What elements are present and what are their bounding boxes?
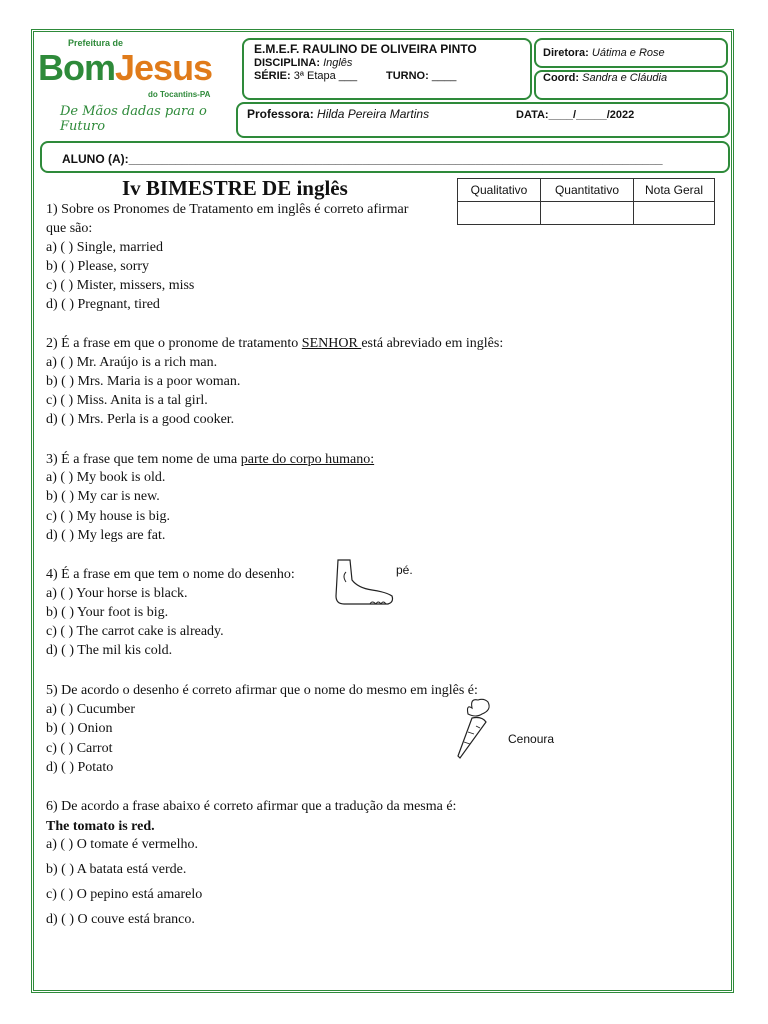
q6-option-d[interactable]: d) ( ) O couve está branco. — [46, 912, 195, 927]
turno-value: ____ — [431, 70, 457, 82]
grade-header-nota-geral: Nota Geral — [634, 179, 715, 202]
grade-header-quantitativo: Quantitativo — [541, 179, 634, 202]
q4-text: 4) É a frase em que tem o nome do desenho: — [46, 567, 295, 582]
q3-text-pre: 3) É a frase que tem nome de uma — [46, 452, 241, 467]
foot-drawing — [332, 558, 396, 608]
q6-option-c[interactable]: c) ( ) O pepino está amarelo — [46, 887, 203, 902]
q1-option-b[interactable]: b) ( ) Please, sorry — [46, 259, 150, 274]
carrot-label: Cenoura — [508, 732, 555, 746]
professora-line — [247, 108, 429, 121]
q2-text — [46, 334, 503, 353]
coord-label: Coord: — [543, 72, 580, 84]
q4-option-a[interactable]: a) ( ) Your horse is black. — [46, 586, 188, 601]
diretora-line — [543, 47, 665, 60]
professora-value: Hilda Pereira Martins — [317, 107, 430, 121]
q5-option-c[interactable]: c) ( ) Carrot — [46, 741, 113, 756]
q2-text-pre: 2) É a frase em que o pronome de tratamento — [46, 336, 302, 351]
q2-option-c[interactable]: c) ( ) Miss. Anita is a tal girl. — [46, 393, 208, 408]
serie-line — [254, 70, 357, 83]
coord-value: Sandra e Cláudia — [582, 72, 668, 84]
turno-line — [386, 70, 456, 83]
q1-option-c[interactable]: c) ( ) Mister, missers, miss — [46, 278, 195, 293]
logo-sub: do Tocantins-PA — [148, 90, 211, 99]
disciplina-label: DISCIPLINA: — [254, 57, 320, 69]
logo-name-a: Bom — [38, 47, 115, 88]
q5-option-b[interactable]: b) ( ) Onion — [46, 721, 113, 736]
diretora-label: Diretora: — [543, 47, 589, 59]
logo-name — [38, 48, 212, 88]
logo-name-b: Jesus — [115, 47, 213, 88]
disciplina-value: Inglês — [323, 57, 353, 69]
q2-text-underlined: SENHOR — [301, 336, 362, 351]
logo-slogan: De Mãos dadas para o Futuro — [60, 104, 207, 134]
grade-table — [457, 178, 715, 225]
q3-text-underlined: parte do corpo humano: — [240, 452, 375, 467]
q2-option-a[interactable]: a) ( ) Mr. Araújo is a rich man. — [46, 355, 218, 370]
q5-text: 5) De acordo o desenho é correto afirmar que o nome do mesmo em inglês é: — [46, 683, 478, 698]
logo — [38, 38, 236, 134]
q2-option-b[interactable]: b) ( ) Mrs. Maria is a poor woman. — [46, 374, 241, 389]
grade-cell-nota-geral[interactable] — [634, 202, 715, 225]
coord-line — [543, 72, 667, 85]
data-field: DATA:____/_____/2022 — [516, 109, 635, 121]
q3-option-a[interactable]: a) ( ) My book is old. — [46, 470, 166, 485]
q1-option-a[interactable]: a) ( ) Single, married — [46, 240, 164, 255]
q1-option-d[interactable]: d) ( ) Pregnant, tired — [46, 297, 160, 312]
q2-text-post: está abreviado em inglês: — [361, 336, 504, 351]
disciplina-line — [254, 57, 352, 70]
q2-option-d[interactable]: d) ( ) Mrs. Perla is a good cooker. — [46, 412, 235, 427]
grade-table-value-row — [458, 202, 715, 225]
q6-option-a[interactable]: a) ( ) O tomate é vermelho. — [46, 837, 198, 852]
logo-prefeitura: Prefeitura de — [68, 38, 124, 48]
q3-option-b[interactable]: b) ( ) My car is new. — [46, 489, 160, 504]
q6-option-b[interactable]: b) ( ) A batata está verde. — [46, 862, 187, 877]
carrot-drawing — [452, 696, 502, 762]
q4-option-b[interactable]: b) ( ) Your foot is big. — [46, 605, 169, 620]
serie-label: SÉRIE: — [254, 70, 291, 82]
aluno-field: ALUNO (A):________________________________________________________________________________ — [62, 152, 663, 166]
foot-label: pé. — [396, 563, 413, 577]
professora-label: Professora: — [247, 107, 314, 121]
grade-cell-quantitativo[interactable] — [541, 202, 634, 225]
school-name: E.M.E.F. RAULINO DE OLIVEIRA PINTO — [254, 42, 477, 56]
q1-text-line2: que são: — [46, 221, 93, 236]
q4-option-c[interactable]: c) ( ) The carrot cake is already. — [46, 624, 224, 639]
q3-option-c[interactable]: c) ( ) My house is big. — [46, 509, 171, 524]
page-title: Iv BIMESTRE DE inglês — [122, 176, 348, 200]
q3-text — [46, 450, 374, 469]
grade-cell-qualitativo[interactable] — [458, 202, 541, 225]
turno-label: TURNO: — [386, 70, 429, 82]
q5-option-a[interactable]: a) ( ) Cucumber — [46, 702, 136, 717]
diretora-value: Uátima e Rose — [591, 47, 665, 59]
grade-header-qualitativo: Qualitativo — [458, 179, 541, 202]
q6-text: 6) De acordo a frase abaixo é correto afirmar que a tradução da mesma é: — [46, 799, 457, 814]
q5-option-d[interactable]: d) ( ) Potato — [46, 760, 114, 775]
grade-table-header-row — [458, 179, 715, 202]
serie-value: 3ª Etapa ___ — [293, 70, 358, 82]
q3-option-d[interactable]: d) ( ) My legs are fat. — [46, 528, 166, 543]
q1-text-line1: 1) Sobre os Pronomes de Tratamento em inglês é correto afirmar — [46, 202, 409, 217]
q4-option-d[interactable]: d) ( ) The mil kis cold. — [46, 643, 173, 658]
q6-phrase: The tomato is red. — [46, 819, 155, 834]
